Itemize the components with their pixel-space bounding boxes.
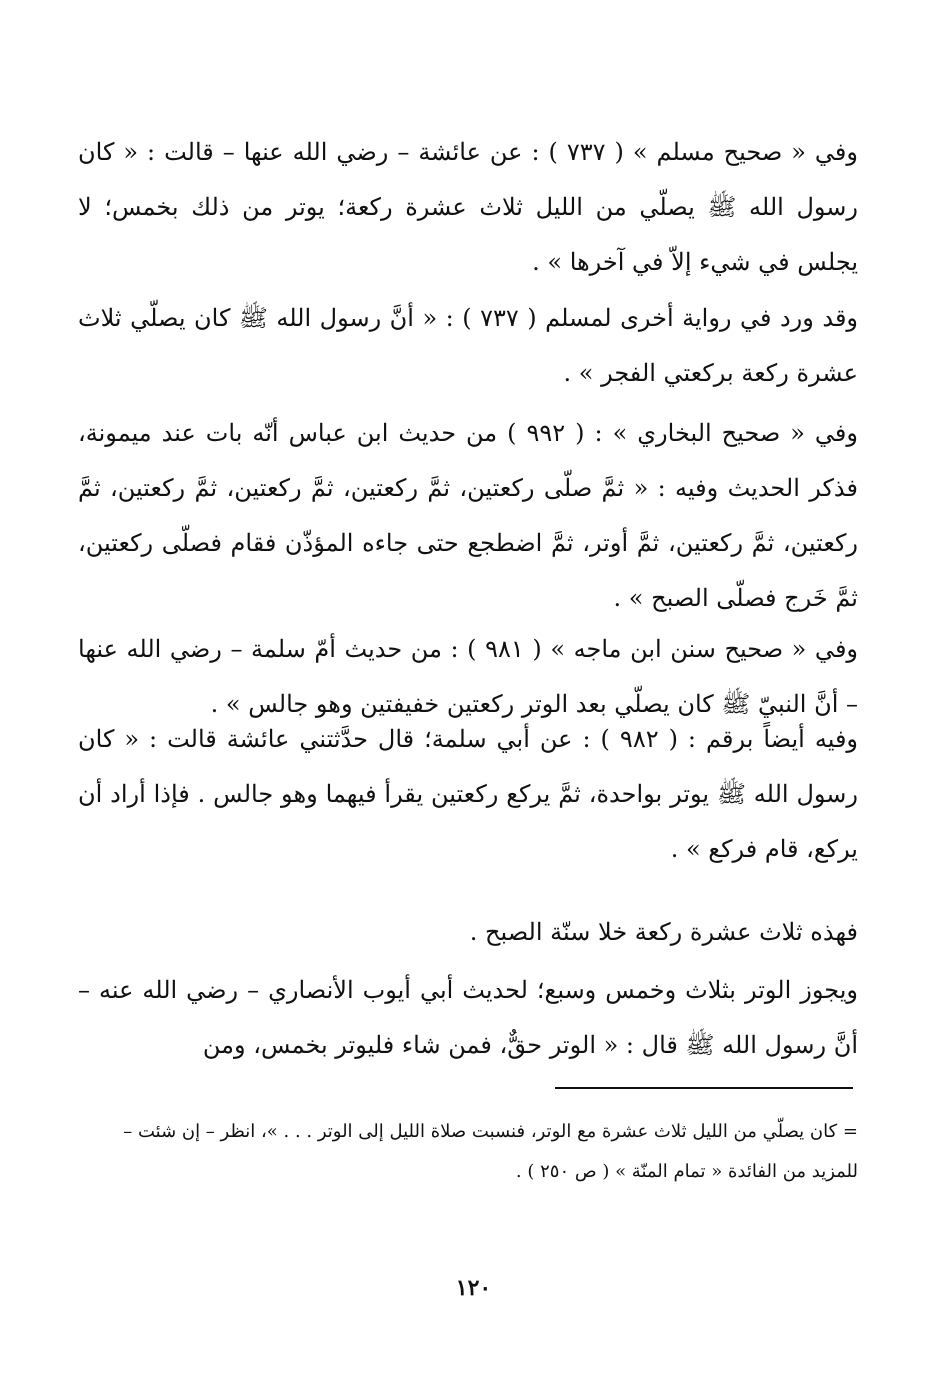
paragraph-summary: فهذه ثلاث عشرة ركعة خلا سنّة الصبح . (469, 918, 858, 946)
paragraph-ibn-majah-981: وفي « صحيح سنن ابن ماجه » ( ٩٨١ ) : من حديث أمّ سلمة – رضي الله عنها – أنَّ النبيّ ﷺ كان يصلّي بعد الوتر ركعتين خفيفتين وهو جالس » . (78, 635, 859, 718)
footnote-divider (555, 1087, 853, 1089)
paragraph-bukhari-992: وفي « صحيح البخاري » : ( ٩٩٢ ) من حديث ابن عباس أنّه بات عند ميمونة، فذكر الحديث وفيه : « ثمَّ صلّى ركعتين، ثمَّ ركعتين، ثمَّ ركعتين، ثمَّ ركعتين، ثمَّ ركعتين، ثمَّ ركعتين، ثمَّ أوتر، ثمَّ اضطجع حتى جاءه المؤذّن فقام فصلّى ركعتين، ثمَّ خَرج فصلّى الصبح » . (78, 419, 858, 612)
page-number: ١٢٠ (455, 1275, 492, 1301)
paragraph-ibn-majah-982: وفيه أيضاً برقم : ( ٩٨٢ ) : عن أبي سلمة؛ قال حدَّثتني عائشة قالت : « كان رسول الله ﷺ يوتر بواحدة، ثمَّ يركع ركعتين يقرأ فيهما وهو جالس . فإذا أراد أن يركع، قام فركع » . (78, 725, 859, 863)
paragraph-muslim-737: وفي « صحيح مسلم » ( ٧٣٧ ) : عن عائشة – رضي الله عنها – قالت : « كان رسول الله ﷺ يصلّي من الليل ثلاث عشرة ركعة؛ يوتر من ذلك بخمس؛ لا يجلس في شيء إلاّ في آخرها » . (78, 138, 858, 276)
footnote: = كان يصلّي من الليل ثلاث عشرة مع الوتر، فنسبت صلاة الليل إلى الوتر . . . »، انظر – إن شئت – للمزيد من الفائدة « تمام المنّة » ( ص ٢٥٠ ) . (123, 1121, 858, 1182)
paragraph-muslim-other-narration: وقد ورد في رواية أخرى لمسلم ( ٧٣٧ ) : « أنَّ رسول الله ﷺ كان يصلّي ثلاث عشرة ركعة بركعتي الفجر » . (78, 304, 859, 387)
paragraph-abu-ayyub: ويجوز الوتر بثلاث وخمس وسبع؛ لحديث أبي أيوب الأنصاري – رضي الله عنه – أنَّ رسول الله ﷺ قال : « الوتر حقٌّ، فمن شاء فليوتر بخمس، ومن (78, 976, 859, 1059)
